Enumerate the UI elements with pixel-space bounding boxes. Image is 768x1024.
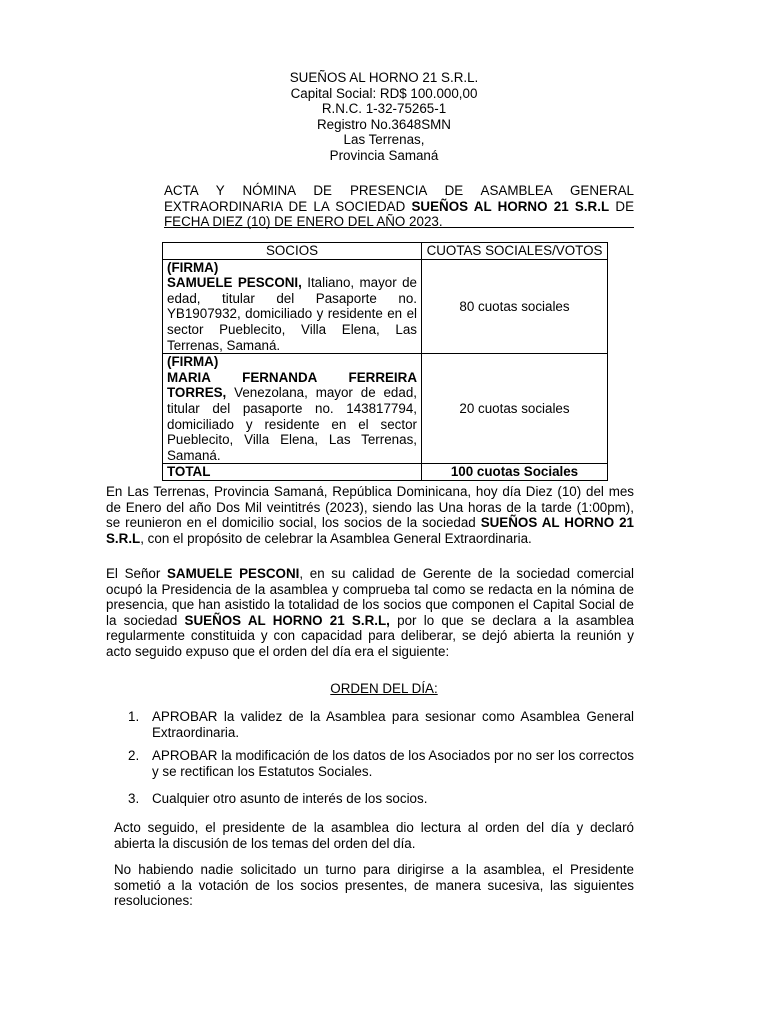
list-item-text: APROBAR la modificación de los datos de los Asociados por no ser los correctos y se rectifican los Estatutos Sociales. xyxy=(152,748,634,779)
capital-social: Capital Social: RD$ 100.000,00 xyxy=(290,85,478,101)
socio-cell xyxy=(163,354,422,464)
firma-label: (FIRMA) xyxy=(167,354,219,370)
socio-name: MARIA FERNANDA FERREIRA TORRES, xyxy=(167,369,417,401)
title-underline xyxy=(164,227,634,228)
para1-text-end: , con el propósito de celebrar la Asamblea General Extraordinaria. xyxy=(140,530,532,546)
registro-number: Registro No.3648SMN xyxy=(317,116,451,132)
socio-details: Venezolana, mayor de edad, titular del pasaporte no. 143817794, domiciliado y residente en el sector Pueblecito, Villa Elena, Las Terrenas, Samaná. xyxy=(167,385,417,463)
rnc-number: R.N.C. 1-32-75265-1 xyxy=(321,101,447,117)
company-header xyxy=(0,70,768,164)
socio-description xyxy=(167,275,417,353)
cuotas-cell: 80 cuotas sociales xyxy=(422,259,608,354)
header-cuotas: CUOTAS SOCIALES/VOTOS xyxy=(422,243,608,260)
province: Provincia Samaná xyxy=(329,147,439,163)
table-total-row xyxy=(163,464,608,481)
title-line-3: FECHA DIEZ (10) DE ENERO DEL AÑO 2023. xyxy=(164,214,443,230)
para2-company-bold: SUEÑOS AL HORNO 21 S.R.L, xyxy=(184,612,390,628)
company-name: SUEÑOS AL HORNO 21 S.R.L. xyxy=(289,70,479,85)
list-item-number: 2. xyxy=(128,748,140,763)
paragraph-presidency xyxy=(106,566,634,660)
para2-text-1: El Señor xyxy=(106,566,167,581)
table-row xyxy=(163,354,608,464)
para1-company-bold: SUEÑOS AL HORNO 21 S.R.L xyxy=(106,515,634,546)
title-line-2 xyxy=(164,199,634,215)
header-socios: SOCIOS xyxy=(163,243,422,260)
para2-text-3: por lo que se declara a la asamblea regularmente constituida y con capacidad para deliberar, se dejó abierta la reunión y acto seguido expuso que el orden del día era el siguiente: xyxy=(106,612,634,659)
paragraph-lectura: Acto seguido, el presidente de la asamblea dio lectura al orden del día y declaró abierta la discusión de los temas del orden del día. xyxy=(114,820,634,851)
socio-cell xyxy=(163,259,422,354)
title-line-1: ACTA Y NÓMINA DE PRESENCIA DE ASAMBLEA GENERAL xyxy=(164,183,634,198)
title-company-bold: SUEÑOS AL HORNO 21 S.R.L xyxy=(411,198,610,214)
orden-del-dia-title: ORDEN DEL DÍA: xyxy=(330,681,438,696)
para2-text-2: , en su calidad de Gerente de la sociedad comercial ocupó la Presidencia de la asamblea y comprueba tal como se redacta en la nómina de presencia, que han asistido la totalidad de los socios que componen el Capital Social de la sociedad xyxy=(106,566,634,628)
list-item-text: Cualquier otro asunto de interés de los socios. xyxy=(152,791,428,806)
socios-table xyxy=(162,242,608,481)
list-item-number: 3. xyxy=(128,791,140,806)
socio-details: Italiano, mayor de edad, titular del Pasaporte no. YB1907932, domiciliado y residente en el sector Pueblecito, Villa Elena, Las Terrenas, Samaná. xyxy=(167,275,417,353)
list-item-number: 1. xyxy=(128,709,140,724)
total-value: 100 cuotas Sociales xyxy=(422,464,608,481)
para1-text: En Las Terrenas, Provincia Samaná, República Dominicana, hoy día Diez (10) del mes de Enero del año Dos Mil veintitrés (2023), siendo las Una horas de la tarde (1:00pm), se reunieron en el domicilio social, los socios de la sociedad xyxy=(106,484,634,531)
table-header-row xyxy=(163,243,608,260)
paragraph-votacion: No habiendo nadie solicitado un turno para dirigirse a la asamblea, el Presidente sometió a la votación de los socios presentes, de manera sucesiva, las siguientes resoluciones: xyxy=(114,862,634,909)
firma-label: (FIRMA) xyxy=(167,259,219,275)
title-line-2-suffix: DE xyxy=(609,198,634,214)
list-item-text: APROBAR la validez de la Asamblea para sesionar como Asamblea General Extraordinaria. xyxy=(152,709,634,740)
document-title xyxy=(164,183,634,230)
total-label: TOTAL xyxy=(163,464,422,481)
paragraph-opening xyxy=(106,484,634,546)
socio-name: SAMUELE PESCONI, xyxy=(167,275,302,291)
title-line-2-prefix: EXTRAORDINARIA DE LA SOCIEDAD xyxy=(164,198,412,214)
city: Las Terrenas, xyxy=(343,132,425,148)
socio-description xyxy=(167,370,417,464)
table-row xyxy=(163,259,608,354)
para2-president-name: SAMUELE PESCONI xyxy=(166,566,300,581)
cuotas-cell: 20 cuotas sociales xyxy=(422,354,608,464)
